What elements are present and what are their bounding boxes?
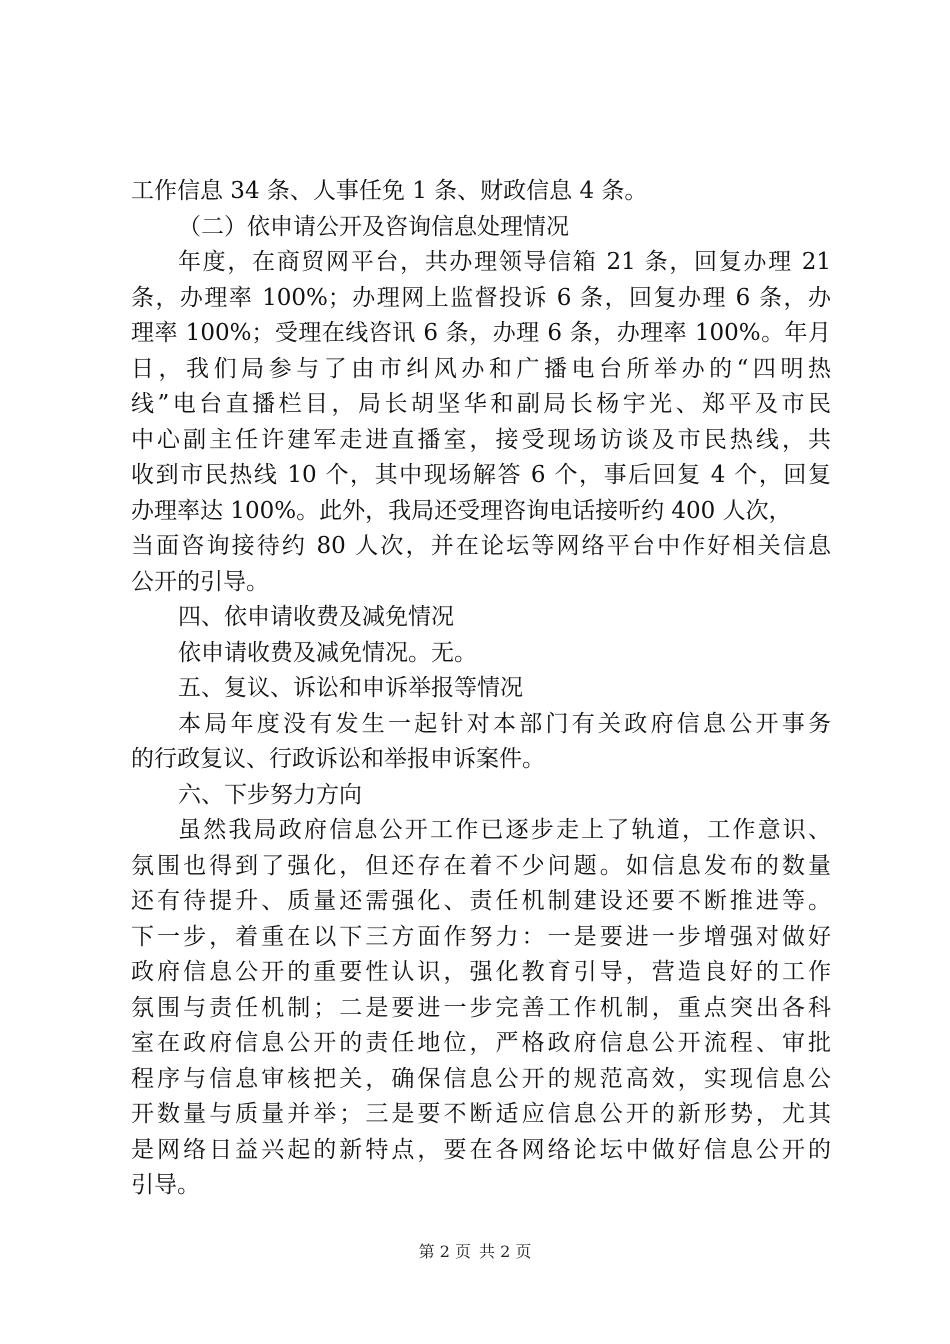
paragraph-line: 当面咨询接待约 80 人次，并在论坛等网络平台中作好相关信息	[131, 533, 831, 559]
paragraph-line: 政府信息公开的重要性认识，强化教育引导，营造良好的工作	[131, 959, 831, 985]
paragraph-line: 氛围也得到了强化，但还存在着不少问题。如信息发布的数量	[131, 852, 831, 879]
paragraph-line: 收到市民热线 10 个，其中现场解答 6 个，事后回复 4 个，回复	[131, 462, 831, 488]
section-heading: 四、依申请收费及减免情况	[178, 604, 454, 630]
paragraph-line: 程序与信息审核把关，确保信息公开的规范高效，实现信息公	[131, 1065, 831, 1092]
section-heading: （二）依申请公开及咨询信息处理情况	[178, 213, 569, 240]
paragraph-line: 还有待提升、质量还需强化、责任机制建设还要不断推进等。	[131, 888, 831, 914]
paragraph-line: 开数量与质量并举；三是要不断适应信息公开的新形势，尤其	[131, 1101, 831, 1127]
paragraph-line: 线”电台直播栏目，局长胡坚华和副局长杨宇光、郑平及市民	[131, 391, 831, 417]
paragraph-line: 的行政复议、行政诉讼和举报申诉案件。	[131, 746, 545, 772]
paragraph-line: 是网络日益兴起的新特点，要在各网络论坛中做好信息公开的	[131, 1136, 831, 1163]
page-total: 共 2 页	[479, 1242, 532, 1261]
paragraph-line: 本局年度没有发生一起针对本部门有关政府信息公开事务	[178, 710, 831, 737]
paragraph-line: 下一步，着重在以下三方面作努力：一是要进一步增强对做好	[131, 923, 831, 950]
paragraph-line: 依申请收费及减免情况。无。	[178, 639, 477, 666]
document-body	[131, 174, 831, 1204]
paragraph-line: 理率 100%；受理在线咨讯 6 条，办理 6 条，办理率 100%。年月	[131, 320, 831, 346]
paragraph-line: 引导。	[131, 1172, 200, 1198]
paragraph-line: 虽然我局政府信息公开工作已逐步走上了轨道，工作意识、	[178, 817, 831, 843]
page-number: 第 2 页	[418, 1242, 471, 1261]
paragraph-line: 条，办理率 100%；办理网上监督投诉 6 条，回复办理 6 条，办	[131, 284, 831, 311]
section-heading: 五、复议、诉讼和申诉举报等情况	[178, 675, 523, 701]
paragraph-line: 日，我们局参与了由市纠风办和广播电台所举办的“四明热	[131, 355, 831, 382]
paragraph-line: 工作信息 34 条、人事任免 1 条、财政信息 4 条。	[131, 178, 648, 204]
paragraph-line: 氛围与责任机制；二是要进一步完善工作机制，重点突出各科	[131, 994, 831, 1021]
paragraph-line: 年度，在商贸网平台，共办理领导信箱 21 条，回复办理 21	[178, 249, 831, 275]
paragraph-line: 中心副主任许建军走进直播室，接受现场访谈及市民热线，共	[131, 426, 831, 453]
section-heading: 六、下步努力方向	[178, 781, 362, 808]
paragraph-line: 室在政府信息公开的责任地位，严格政府信息公开流程、审批	[131, 1030, 831, 1056]
page-footer	[0, 1240, 950, 1264]
paragraph-line: 办理率达 100%。此外，我局还受理咨询电话接听约 400 人次，	[131, 497, 792, 524]
paragraph-line: 公开的引导。	[131, 568, 269, 595]
